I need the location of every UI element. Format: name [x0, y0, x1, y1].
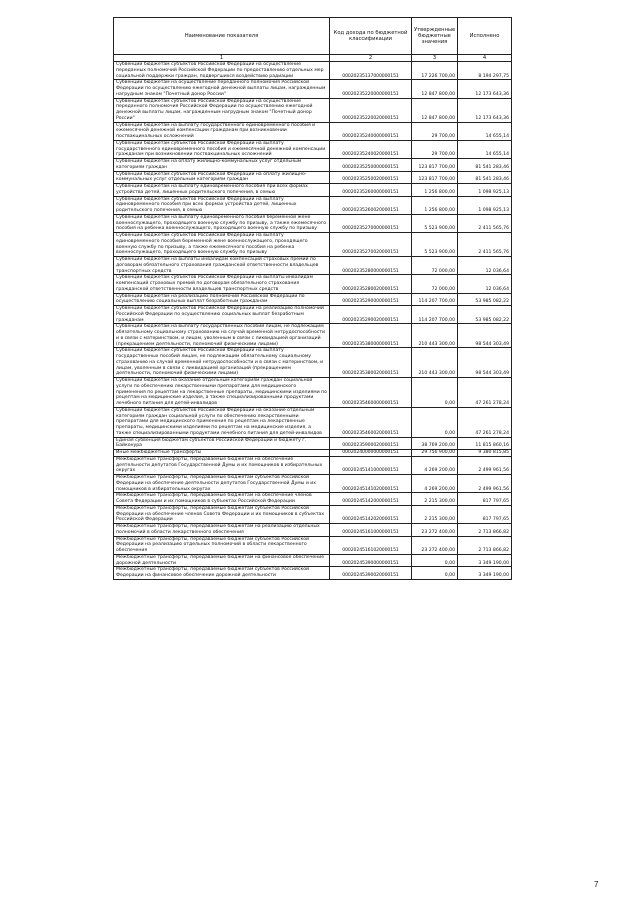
header-revenue-code: Код дохода по бюджетной классификации — [330, 18, 412, 55]
row-revenue-code: 00020240000000000151 — [330, 450, 412, 457]
row-executed-value: 3 349 190,00 — [458, 567, 512, 580]
row-indicator-name: Межбюджетные трансферты, передаваемые бюджетам субъектов Российской Федерации на реализацию отдельных полномочий в области лекарственного обеспечения — [114, 536, 330, 554]
row-revenue-code: 00020235220020000151 — [330, 98, 412, 122]
table-row — [114, 306, 512, 324]
row-executed-value: 12 173 643,36 — [458, 98, 512, 122]
header-executed: Исполнено — [458, 18, 512, 55]
row-revenue-code: 00020235460020000151 — [330, 407, 412, 437]
row-executed-value: 98 544 303,49 — [458, 324, 512, 348]
row-approved-value: 2 215 300,00 — [412, 505, 458, 523]
row-executed-value: 2 411 565,76 — [458, 233, 512, 257]
table-row — [114, 140, 512, 158]
row-approved-value: 114 207 700,00 — [412, 293, 458, 306]
row-revenue-code: 00020235250020000151 — [330, 171, 412, 184]
table-row — [114, 475, 512, 493]
row-indicator-name: Межбюджетные трансферты, передаваемые бюджетам субъектов Российской Федерации на финансовое обеспечение дорожной деятельности — [114, 567, 330, 580]
header-approved-values: Утвержденные бюджетные значения — [412, 18, 458, 55]
column-index: 1 — [114, 55, 330, 62]
row-approved-value: 4 269 200,00 — [412, 456, 458, 474]
row-approved-value: 114 207 700,00 — [412, 306, 458, 324]
row-indicator-name: Субвенции бюджетам на осуществление переданного полномочия Российской Федерации по осуществлению ежегодной денежной выплаты лицам, награжденным нагрудным знаком "Почетный донор России" — [114, 80, 330, 98]
row-executed-value: 14 655,14 — [458, 122, 512, 140]
row-revenue-code: 00020235290020000151 — [330, 306, 412, 324]
row-approved-value: 210 443 300,00 — [412, 324, 458, 348]
row-approved-value: 23 272 400,00 — [412, 524, 458, 537]
column-index: 4 — [458, 55, 512, 62]
table-row — [114, 233, 512, 257]
row-approved-value: 123 817 700,00 — [412, 159, 458, 172]
row-approved-value: 17 226 700,00 — [412, 62, 458, 80]
row-revenue-code: 00020235460000000151 — [330, 378, 412, 408]
row-approved-value: 0,00 — [412, 407, 458, 437]
table-header-row — [114, 18, 512, 55]
row-indicator-name: Субвенции бюджетам субъектов Российской Федерации на выплату единовременного пособия при всех формах устройства детей, лишенных родительского попечения, в семью — [114, 196, 330, 214]
column-index: 2 — [330, 55, 412, 62]
row-indicator-name: Субвенции бюджетам на реализацию полномочий Российской Федерации по осуществлению социальных выплат безработным гражданам — [114, 293, 330, 306]
table-row — [114, 122, 512, 140]
table-row — [114, 554, 512, 567]
row-indicator-name: Межбюджетные трансферты, передаваемые бюджетам на обеспечение членов Совета Федерации и их помощников в субъектах Российской Федерации — [114, 493, 330, 506]
row-executed-value: 9 380 815,85 — [458, 450, 512, 457]
table-row — [114, 80, 512, 98]
budget-table-page — [113, 17, 511, 882]
table-row — [114, 275, 512, 293]
row-indicator-name: Субвенции бюджетам субъектов Российской Федерации на выплату единовременного пособия беременной жене военнослужащего, проходящего военную службу по призыву, а также ежемесячного пособия на ребенка военнослужащего, проходящего военную службу по призыву — [114, 233, 330, 257]
row-indicator-name: Субвенции бюджетам субъектов Российской Федерации на выплату государственного единовременного пособия и ежемесячной денежной компенсации гражданам при возникновении поствакцинальных осложнений — [114, 140, 330, 158]
row-indicator-name: Субвенции бюджетам субъектов Российской Федерации на осуществление переданных полномочий Российской Федерации по предоставлению отдельных мер социальной поддержки граждан, подвергшихся воздействию радиации — [114, 62, 330, 80]
revenue-table — [113, 17, 512, 580]
row-approved-value: 4 269 200,00 — [412, 475, 458, 493]
row-approved-value: 72 000,00 — [412, 257, 458, 275]
row-revenue-code: 00020235220000000151 — [330, 80, 412, 98]
row-approved-value: 29 700,00 — [412, 140, 458, 158]
row-revenue-code: 00020235240000000151 — [330, 122, 412, 140]
row-executed-value: 47 261 278,24 — [458, 407, 512, 437]
row-executed-value: 47 261 278,24 — [458, 378, 512, 408]
row-approved-value: 1 256 800,00 — [412, 196, 458, 214]
table-row — [114, 214, 512, 232]
row-approved-value: 38 769 200,00 — [412, 437, 458, 450]
column-index-row — [114, 55, 512, 62]
row-approved-value: 0,00 — [412, 567, 458, 580]
row-executed-value: 3 349 190,00 — [458, 554, 512, 567]
row-revenue-code: 00020235280020000151 — [330, 275, 412, 293]
table-row — [114, 450, 512, 457]
row-approved-value: 5 523 900,00 — [412, 214, 458, 232]
row-executed-value: 8 194 297,75 — [458, 62, 512, 80]
row-revenue-code: 00020235270020000151 — [330, 233, 412, 257]
row-executed-value: 2 499 961,56 — [458, 475, 512, 493]
row-revenue-code: 00020235270000000151 — [330, 214, 412, 232]
row-revenue-code: 00020245142020000151 — [330, 505, 412, 523]
row-executed-value: 14 655,14 — [458, 140, 512, 158]
row-indicator-name: Единая субвенция бюджетам субъектов Российской Федерации и бюджету г. Байконура — [114, 437, 330, 450]
row-approved-value: 72 000,00 — [412, 275, 458, 293]
row-approved-value: 23 272 400,00 — [412, 536, 458, 554]
row-revenue-code: 00020235260020000151 — [330, 196, 412, 214]
row-executed-value: 817 797,65 — [458, 505, 512, 523]
row-approved-value: 1 256 800,00 — [412, 184, 458, 197]
header-indicator-name: Наименование показателя — [114, 18, 330, 55]
table-row — [114, 98, 512, 122]
row-revenue-code: 00020245141000000151 — [330, 456, 412, 474]
row-executed-value: 817 797,65 — [458, 493, 512, 506]
row-indicator-name: Межбюджетные трансферты, передаваемые бюджетам субъектов Российской Федерации на обеспечение членов Совета Федерации и их помощников в субъектах Российской Федерации — [114, 505, 330, 523]
row-indicator-name: Межбюджетные трансферты, передаваемые бюджетам на финансовое обеспечение дорожной деятельности — [114, 554, 330, 567]
table-row — [114, 159, 512, 172]
row-indicator-name: Субвенции бюджетам на выплату единовременного пособия беременной жене военнослужащего, проходящего военную службу по призыву, а также ежемесячного пособия на ребенка военнослужащего, проходящего военную службу по призыву — [114, 214, 330, 232]
table-row — [114, 324, 512, 348]
row-executed-value: 53 985 082,22 — [458, 306, 512, 324]
row-executed-value: 53 985 082,22 — [458, 293, 512, 306]
row-indicator-name: Субвенции бюджетам субъектов Российской Федерации на оплату жилищно-коммунальных услуг отдельным категориям граждан — [114, 171, 330, 184]
row-executed-value: 12 036,64 — [458, 275, 512, 293]
row-revenue-code: 00020245161020000151 — [330, 536, 412, 554]
row-revenue-code: 00020245390000000151 — [330, 554, 412, 567]
row-executed-value: 2 411 565,76 — [458, 214, 512, 232]
table-row — [114, 536, 512, 554]
row-executed-value: 2 713 866,82 — [458, 536, 512, 554]
row-revenue-code: 00020235380000000151 — [330, 324, 412, 348]
row-revenue-code: 00020245390020000151 — [330, 567, 412, 580]
row-approved-value: 0,00 — [412, 378, 458, 408]
table-row — [114, 456, 512, 474]
row-approved-value: 12 847 800,00 — [412, 98, 458, 122]
row-executed-value: 12 173 643,36 — [458, 80, 512, 98]
row-indicator-name: Субвенции бюджетам на выплату государственного единовременного пособия и ежемесячной денежной компенсации гражданам при возникновении поствакцинальных осложнений — [114, 122, 330, 140]
row-indicator-name: Субвенции бюджетам на оплату жилищно-коммунальных услуг отдельным категориям граждан — [114, 159, 330, 172]
row-indicator-name: Иные межбюджетные трансферты — [114, 450, 330, 457]
row-approved-value: 29 700,00 — [412, 122, 458, 140]
row-approved-value: 12 847 800,00 — [412, 80, 458, 98]
row-executed-value: 12 036,64 — [458, 257, 512, 275]
row-executed-value: 81 541 283,46 — [458, 159, 512, 172]
table-row — [114, 407, 512, 437]
row-approved-value: 2 215 300,00 — [412, 493, 458, 506]
table-row — [114, 62, 512, 80]
page-number: 7 — [594, 880, 599, 889]
row-revenue-code: 00020245161000000151 — [330, 524, 412, 537]
table-row — [114, 257, 512, 275]
row-indicator-name: Субвенции бюджетам субъектов Российской Федерации на оказание отдельным категориям граждан социальной услуги по обеспечению лекарственными препаратами для медицинского применения по рецептам на лекарственные препараты, медицинскими изделиями по рецептам на медицинские изделия, а также специализированными продуктами лечебного питания для детей-инвалидов — [114, 407, 330, 437]
row-indicator-name: Субвенции бюджетам на выплаты инвалидам компенсаций страховых премий по договорам обязательного страхования гражданской ответственности владельцев транспортных средств — [114, 257, 330, 275]
row-revenue-code: 00020245142000000151 — [330, 493, 412, 506]
row-revenue-code: 00020235380020000151 — [330, 348, 412, 378]
row-executed-value: 1 098 925,13 — [458, 196, 512, 214]
table-row — [114, 293, 512, 306]
row-indicator-name: Межбюджетные трансферты, передаваемые бюджетам на обеспечение деятельности депутатов Государственной Думы и их помощников в избирательных округах — [114, 456, 330, 474]
row-revenue-code: 00020235280000000151 — [330, 257, 412, 275]
row-executed-value: 2 499 961,56 — [458, 456, 512, 474]
row-revenue-code: 00020235260000000151 — [330, 184, 412, 197]
row-indicator-name: Субвенции бюджетам на выплату государственных пособий лицам, не подлежащим обязательному социальному страхованию на случай временной нетрудоспособности и в связи с материнством, и лицам, уволенным в связи с ликвидацией организаций (прекращением деятельности, полномочий физическими лицами) — [114, 324, 330, 348]
row-revenue-code: 00020235240020000151 — [330, 140, 412, 158]
row-revenue-code: 00020245141020000151 — [330, 475, 412, 493]
row-executed-value: 2 713 866,82 — [458, 524, 512, 537]
table-row — [114, 524, 512, 537]
table-row — [114, 493, 512, 506]
row-revenue-code: 00020235250000000151 — [330, 159, 412, 172]
row-executed-value: 11 815 860,16 — [458, 437, 512, 450]
row-indicator-name: Межбюджетные трансферты, передаваемые бюджетам субъектов Российской Федерации на обеспечение деятельности депутатов Государственной Думы и их помощников в избирательных округах — [114, 475, 330, 493]
table-row — [114, 378, 512, 408]
row-indicator-name: Субвенции бюджетам субъектов Российской Федерации на выплату государственных пособий лицам, не подлежащим обязательному социальному страхованию на случай временной нетрудоспособности и в связи с материнством, и лицам, уволенным в связи с ликвидацией организаций (прекращением деятельности, полномочий физическими лицами) — [114, 348, 330, 378]
table-row — [114, 437, 512, 450]
table-row — [114, 171, 512, 184]
column-index: 3 — [412, 55, 458, 62]
row-approved-value: 5 523 900,00 — [412, 233, 458, 257]
table-row — [114, 348, 512, 378]
row-indicator-name: Межбюджетные трансферты, передаваемые бюджетам на реализацию отдельных полномочий в области лекарственного обеспечения — [114, 524, 330, 537]
row-executed-value: 1 098 925,13 — [458, 184, 512, 197]
row-indicator-name: Субвенции бюджетам субъектов Российской Федерации на выплаты инвалидам компенсаций страховых премий по договорам обязательного страхования гражданской ответственности владельцев транспортных средств — [114, 275, 330, 293]
row-approved-value: 0,00 — [412, 554, 458, 567]
row-revenue-code: 00020235290000000151 — [330, 293, 412, 306]
row-indicator-name: Субвенции бюджетам на выплату единовременного пособия при всех формах устройства детей, лишенных родительского попечения, в семью — [114, 184, 330, 197]
row-executed-value: 81 541 283,46 — [458, 171, 512, 184]
table-row — [114, 196, 512, 214]
row-indicator-name: Субвенции бюджетам на оказание отдельным категориям граждан социальной услуги по обеспечению лекарственными препаратами для медицинского применения по рецептам на лекарственные препараты, медицинскими изделиями по рецептам на медицинские изделия, а также специализированными продуктами лечебного питания для детей-инвалидов — [114, 378, 330, 408]
table-row — [114, 184, 512, 197]
row-indicator-name: Субвенции бюджетам субъектов Российской Федерации на реализацию полномочий Российской Федерации по осуществлению социальных выплат безработным гражданам — [114, 306, 330, 324]
row-approved-value: 210 443 300,00 — [412, 348, 458, 378]
row-revenue-code: 00020235137000000151 — [330, 62, 412, 80]
table-row — [114, 567, 512, 580]
row-indicator-name: Субвенции бюджетам субъектов Российской Федерации на осуществление переданного полномочия Российской Федерации по осуществлению ежегодной денежной выплаты лицам, награжденным нагрудным знаком "Почетный донор России" — [114, 98, 330, 122]
row-revenue-code: 00020235900020000151 — [330, 437, 412, 450]
table-row — [114, 505, 512, 523]
row-approved-value: 123 817 700,00 — [412, 171, 458, 184]
row-executed-value: 98 544 303,49 — [458, 348, 512, 378]
row-approved-value: 29 756 900,00 — [412, 450, 458, 457]
